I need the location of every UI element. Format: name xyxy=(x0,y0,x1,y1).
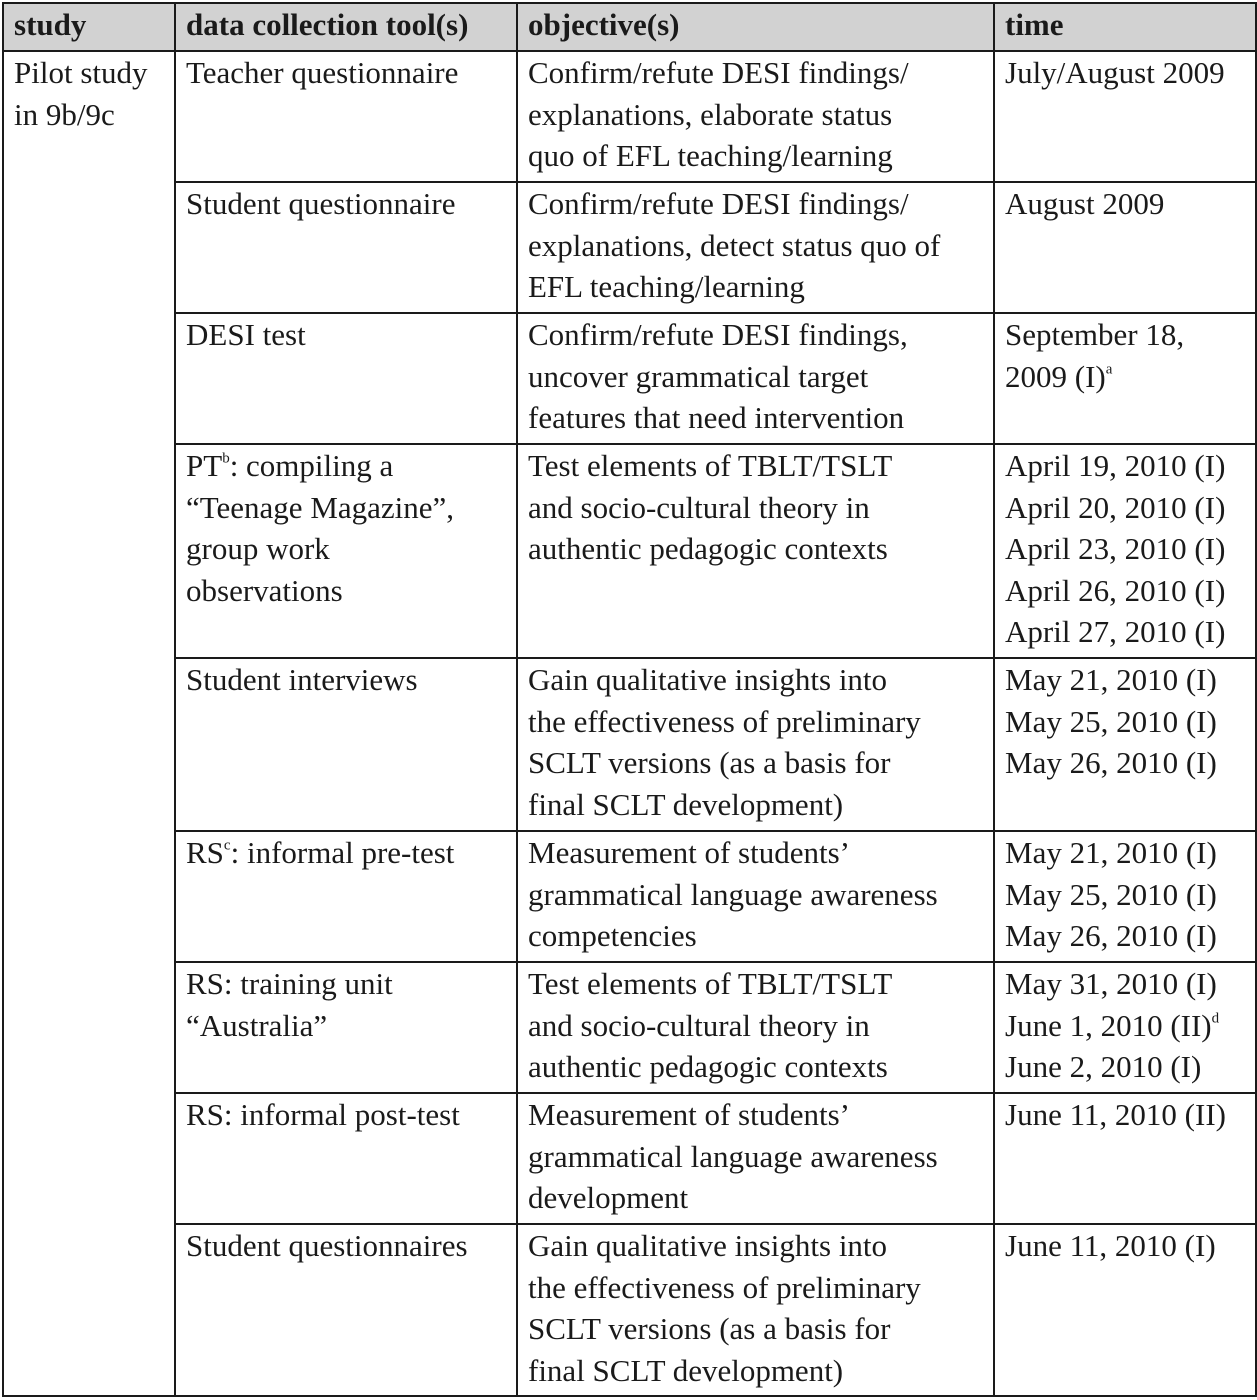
objective-cell xyxy=(517,1093,994,1224)
header-objectives: objective(s) xyxy=(517,3,994,51)
time-text: 2009 (I) xyxy=(1005,358,1106,394)
time-line: April 27, 2010 (I) xyxy=(1005,614,1226,649)
time-line: May 31, 2010 (I) xyxy=(1005,966,1217,1001)
objective-line: the effectiveness of preliminary xyxy=(528,1269,921,1305)
time-line: May 26, 2010 (I) xyxy=(1005,745,1217,780)
objective-line: Measurement of students’ xyxy=(528,835,850,870)
objective-cell xyxy=(517,51,994,182)
time-line: May 21, 2010 (I) xyxy=(1005,835,1217,870)
tool-cell xyxy=(175,182,517,313)
objective-line: and socio-cultural theory in xyxy=(528,1007,870,1043)
table-row xyxy=(3,444,1256,658)
objective-cell xyxy=(517,831,994,962)
objective-cell xyxy=(517,658,994,831)
time-cell xyxy=(994,658,1256,831)
tool-cell xyxy=(175,962,517,1093)
time-line: June 11, 2010 (I) xyxy=(1005,1228,1216,1263)
objective-cell xyxy=(517,1224,994,1396)
table-row xyxy=(3,1093,1256,1224)
study-line: in 9b/9c xyxy=(14,96,115,132)
objective-line: features that need intervention xyxy=(528,400,905,435)
footnote-marker: d xyxy=(1211,1010,1220,1026)
time-line: April 19, 2010 (I) xyxy=(1005,448,1226,483)
time-line: May 26, 2010 (I) xyxy=(1005,918,1217,953)
objective-line: authentic pedagogic contexts xyxy=(528,1049,888,1084)
tool-line: RS: informal post-test xyxy=(186,1097,460,1132)
table-row xyxy=(3,51,1256,182)
tool-line: RS: training unit xyxy=(186,966,393,1001)
tool-line: DESI test xyxy=(186,317,306,352)
objective-line: explanations, detect status quo of xyxy=(528,227,941,263)
header-tools: data collection tool(s) xyxy=(175,3,517,51)
tool-cell xyxy=(175,1224,517,1396)
time-line: July/August 2009 xyxy=(1005,55,1225,90)
time-line: June 11, 2010 (II) xyxy=(1005,1097,1226,1132)
time-line-with-footnote xyxy=(1005,1005,1247,1047)
objective-line: the effectiveness of preliminary xyxy=(528,703,921,739)
time-line: April 23, 2010 (I) xyxy=(1005,531,1226,566)
time-line: June 2, 2010 (I) xyxy=(1005,1049,1202,1084)
time-line: May 25, 2010 (I) xyxy=(1005,876,1217,912)
time-cell xyxy=(994,313,1256,444)
time-text: June 1, 2010 (II) xyxy=(1005,1007,1212,1043)
header-time: time xyxy=(994,3,1256,51)
tool-text: PT xyxy=(186,448,223,483)
header-row xyxy=(3,3,1256,51)
time-cell xyxy=(994,962,1256,1093)
study-cell xyxy=(3,51,175,1396)
footnote-marker: a xyxy=(1105,361,1113,377)
objective-line: Confirm/refute DESI findings/ xyxy=(528,186,909,221)
table-row xyxy=(3,831,1256,962)
tool-line: group work xyxy=(186,531,330,566)
objective-line: uncover grammatical target xyxy=(528,358,869,394)
objective-line: authentic pedagogic contexts xyxy=(528,531,888,566)
time-line: September 18, xyxy=(1005,317,1185,352)
time-cell xyxy=(994,182,1256,313)
table-row xyxy=(3,658,1256,831)
tool-line: observations xyxy=(186,572,343,608)
objective-line: grammatical language awareness xyxy=(528,1138,938,1174)
objective-line: and socio-cultural theory in xyxy=(528,489,870,525)
tool-cell xyxy=(175,313,517,444)
objective-line: development xyxy=(528,1180,689,1215)
table-row xyxy=(3,313,1256,444)
table-row xyxy=(3,1224,1256,1396)
tool-line: Student questionnaires xyxy=(186,1228,468,1263)
objective-line: explanations, elaborate status xyxy=(528,96,893,132)
tool-line-with-footnote xyxy=(186,832,508,874)
footnote-marker: b xyxy=(222,450,230,467)
objective-line: competencies xyxy=(528,918,697,953)
study-line: Pilot study xyxy=(14,55,148,90)
objective-line: Test elements of TBLT/TSLT xyxy=(528,448,893,483)
objective-line: final SCLT development) xyxy=(528,786,844,822)
time-line: May 21, 2010 (I) xyxy=(1005,662,1217,697)
tool-line: “Teenage Magazine”, xyxy=(186,489,455,525)
objective-cell xyxy=(517,962,994,1093)
tool-cell xyxy=(175,831,517,962)
tool-cell xyxy=(175,658,517,831)
objective-line: SCLT versions (as a basis for xyxy=(528,1311,891,1346)
tool-text: : informal pre-test xyxy=(230,835,455,870)
time-cell xyxy=(994,831,1256,962)
tool-line: Student interviews xyxy=(186,662,418,697)
tool-text: RS xyxy=(186,835,224,870)
data-collection-table xyxy=(2,2,1257,1397)
objective-line: Gain qualitative insights into xyxy=(528,662,888,697)
objective-cell xyxy=(517,182,994,313)
table-row xyxy=(3,182,1256,313)
time-cell xyxy=(994,51,1256,182)
objective-line: SCLT versions (as a basis for xyxy=(528,745,891,780)
objective-cell xyxy=(517,313,994,444)
time-cell xyxy=(994,444,1256,658)
objective-line: grammatical language awareness xyxy=(528,876,938,912)
objective-line: quo of EFL teaching/learning xyxy=(528,138,893,173)
objective-line: Gain qualitative insights into xyxy=(528,1228,888,1263)
objective-line: Test elements of TBLT/TSLT xyxy=(528,966,893,1001)
tool-line: “Australia” xyxy=(186,1007,328,1043)
time-cell xyxy=(994,1093,1256,1224)
objective-cell xyxy=(517,444,994,658)
objective-line: Measurement of students’ xyxy=(528,1097,850,1132)
footnote-marker: c xyxy=(223,837,231,854)
header-study: study xyxy=(3,3,175,51)
time-line: May 25, 2010 (I) xyxy=(1005,703,1217,739)
tool-cell xyxy=(175,444,517,658)
time-line: April 20, 2010 (I) xyxy=(1005,489,1226,525)
objective-line: Confirm/refute DESI findings, xyxy=(528,317,908,352)
tool-line: Teacher questionnaire xyxy=(186,55,459,90)
time-cell xyxy=(994,1224,1256,1396)
time-line: April 26, 2010 (I) xyxy=(1005,572,1226,608)
tool-cell xyxy=(175,51,517,182)
tool-cell xyxy=(175,1093,517,1224)
objective-line: EFL teaching/learning xyxy=(528,269,805,304)
time-line: August 2009 xyxy=(1005,186,1165,221)
table-row xyxy=(3,962,1256,1093)
time-line-with-footnote xyxy=(1005,356,1247,398)
objective-line: Confirm/refute DESI findings/ xyxy=(528,55,909,90)
tool-text: : compiling a xyxy=(229,448,394,483)
tool-line-with-footnote xyxy=(186,445,508,487)
objective-line: final SCLT development) xyxy=(528,1352,844,1388)
tool-line: Student questionnaire xyxy=(186,186,456,221)
